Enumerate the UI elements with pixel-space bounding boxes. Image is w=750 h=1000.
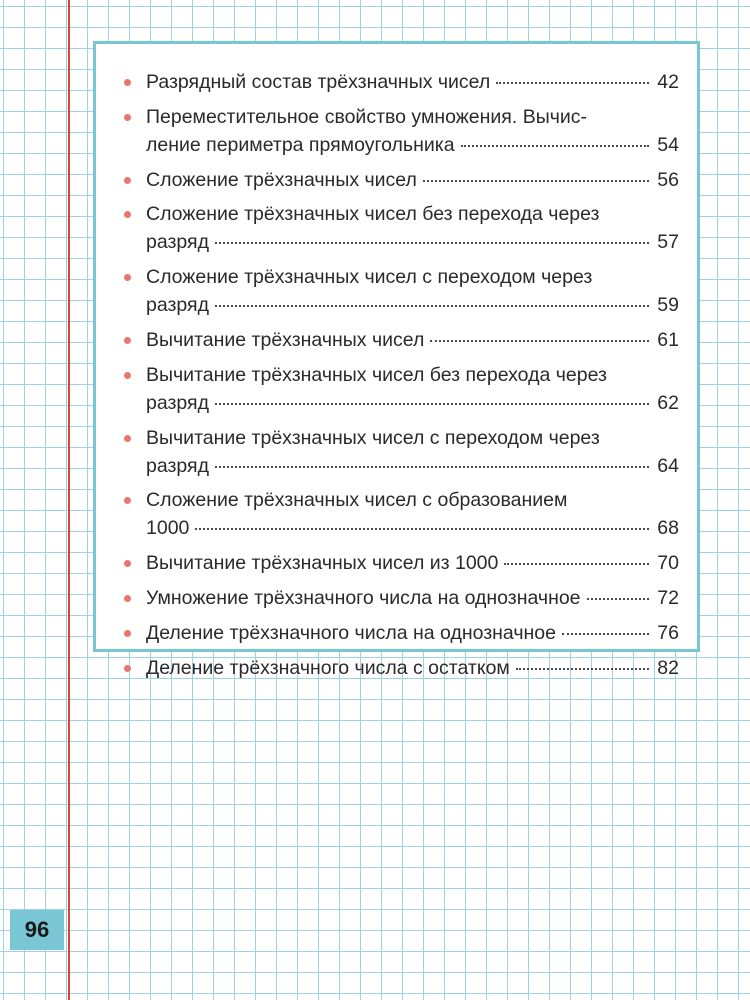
toc-item-title: Вычитание трёхзначных чисел из 1000 [146, 552, 499, 575]
dot-leader [215, 403, 649, 405]
toc-item-title: Деление трёхзначного числа на однозначное [146, 621, 556, 644]
toc-line [146, 228, 679, 256]
toc-item-page: 72 [657, 586, 679, 609]
toc-item[interactable] [120, 619, 679, 647]
toc-line [146, 514, 679, 542]
toc-item-page: 54 [657, 133, 679, 156]
toc-item-title: Сложение трёхзначных чисел без перехода через [146, 203, 600, 226]
toc-line [146, 326, 679, 354]
toc-line [146, 452, 679, 480]
toc-item-page: 42 [657, 71, 679, 93]
bullet-icon [124, 79, 131, 86]
dot-leader [215, 242, 649, 244]
toc-item-page: 59 [657, 294, 679, 317]
bullet-icon [124, 114, 131, 121]
toc-item-title: Сложение трёхзначных чисел [146, 168, 417, 191]
bullet-icon [124, 630, 131, 637]
bullet-icon [124, 274, 131, 281]
dot-leader [423, 180, 649, 182]
toc-item-page: 68 [657, 517, 679, 540]
toc-line [146, 200, 679, 228]
toc-box [93, 41, 700, 679]
dot-leader [195, 528, 649, 530]
toc-item-page: 62 [657, 391, 679, 414]
toc-item[interactable] [120, 68, 679, 96]
toc-line [146, 486, 679, 514]
toc-item[interactable] [120, 424, 679, 480]
bullet-icon [124, 337, 131, 344]
toc-item-title-continued: ление периметра прямоугольника [146, 133, 455, 156]
toc-item-title-continued: 1000 [146, 517, 190, 540]
toc-item-page: 76 [657, 621, 679, 644]
toc-item[interactable] [120, 654, 679, 682]
toc-item-title: Вычитание трёхзначных чисел без перехода через [146, 363, 607, 386]
toc-item-title: Умножение трёхзначного числа на однозначное [146, 586, 581, 609]
margin-line [68, 0, 70, 1000]
toc-line [146, 584, 679, 612]
toc-item-title-continued: разряд [146, 454, 209, 477]
toc-item-title: Сложение трёхзначных чисел с переходом через [146, 266, 593, 289]
toc-line [146, 166, 679, 194]
toc-line [146, 68, 679, 96]
toc-line [146, 263, 679, 291]
bullet-icon [124, 560, 131, 567]
toc-item-title-continued: разряд [146, 391, 209, 414]
toc-item-page: 56 [657, 168, 679, 191]
dot-leader [504, 563, 649, 565]
toc-item-page: 70 [657, 552, 679, 575]
toc-line [146, 291, 679, 319]
toc-item[interactable] [120, 361, 679, 417]
toc-item[interactable] [120, 103, 679, 159]
bullet-icon [124, 211, 131, 218]
toc-line [146, 131, 679, 159]
toc-item-title-continued: разряд [146, 231, 209, 254]
toc-item-page: 64 [657, 454, 679, 477]
toc-item[interactable] [120, 263, 679, 319]
toc-line [146, 619, 679, 647]
dot-leader [215, 466, 649, 468]
toc-line [146, 103, 679, 131]
toc-item[interactable] [120, 549, 679, 577]
toc-item[interactable] [120, 200, 679, 256]
toc-line [146, 549, 679, 577]
dot-leader [215, 305, 649, 307]
toc-line [146, 361, 679, 389]
dot-leader [461, 145, 649, 147]
bullet-icon [124, 177, 131, 184]
page-number-badge: 96 [10, 910, 64, 950]
dot-leader [496, 82, 649, 84]
toc-item[interactable] [120, 584, 679, 612]
toc-item-title: Деление трёхзначного числа с остатком [146, 656, 510, 679]
dot-leader [562, 633, 649, 635]
dot-leader [516, 668, 649, 670]
toc-item-page: 57 [657, 231, 679, 254]
toc-item-title: Вычитание трёхзначных чисел с переходом через [146, 426, 600, 449]
toc-line [146, 654, 679, 682]
toc-line [146, 424, 679, 452]
toc-item-title-continued: разряд [146, 294, 209, 317]
toc-line [146, 389, 679, 417]
bullet-icon [124, 372, 131, 379]
toc-item[interactable] [120, 326, 679, 354]
bullet-icon [124, 595, 131, 602]
toc-item-title: Переместительное свойство умножения. Вычис- [146, 105, 588, 128]
toc-item[interactable] [120, 166, 679, 194]
toc-item[interactable] [120, 486, 679, 542]
toc-item-title: Разрядный состав трёхзначных чисел [146, 71, 491, 93]
bullet-icon [124, 665, 131, 672]
dot-leader [587, 598, 649, 600]
bullet-icon [124, 497, 131, 504]
toc-item-page: 61 [657, 328, 679, 351]
bullet-icon [124, 435, 131, 442]
toc-item-title: Вычитание трёхзначных чисел [146, 328, 425, 351]
dot-leader [430, 340, 649, 342]
toc-item-title: Сложение трёхзначных чисел с образованием [146, 489, 568, 512]
toc-item-page: 82 [657, 656, 679, 679]
toc-list [120, 68, 679, 682]
